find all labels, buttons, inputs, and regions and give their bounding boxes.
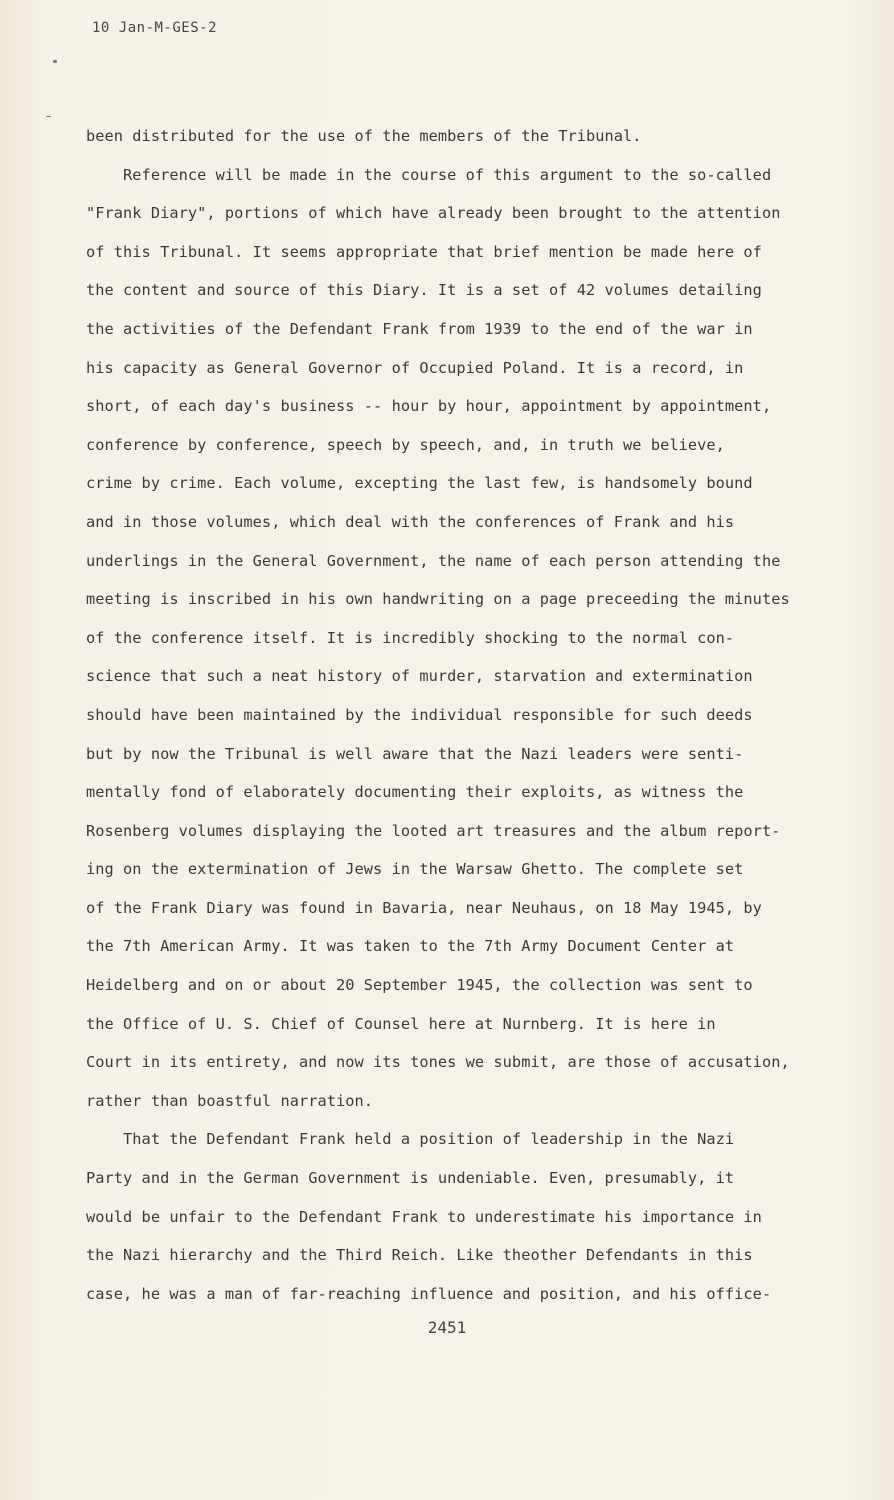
- text-line: That the Defendant Frank held a position of leadership in the Nazi: [86, 1130, 735, 1149]
- page-header: 10 Jan-M-GES-2: [92, 20, 218, 36]
- text-line: the content and source of this Diary. It is a set of 42 volumes detailing: [86, 281, 762, 300]
- text-line: Court in its entirety, and now its tones we submit, are those of accusation,: [86, 1053, 790, 1072]
- text-line: "Frank Diary", portions of which have already been brought to the attention: [86, 204, 781, 223]
- text-line: crime by crime. Each volume, excepting the last few, is handsomely bound: [86, 474, 753, 493]
- text-line: case, he was a man of far-reaching influence and position, and his office-: [86, 1284, 772, 1303]
- text-line: the Nazi hierarchy and the Third Reich. Like theother Defendants in this: [86, 1246, 753, 1265]
- text-line: and in those volumes, which deal with the conferences of Frank and his: [86, 512, 735, 531]
- text-line: Heidelberg and on or about 20 September 1945, the collection was sent to: [86, 976, 753, 995]
- text-line: his capacity as General Governor of Occupied Poland. It is a record, in: [86, 358, 744, 377]
- text-line: would be unfair to the Defendant Frank to underestimate his importance in: [86, 1207, 762, 1226]
- text-line: underlings in the General Government, the name of each person attending the: [86, 551, 781, 570]
- margin-mark: [53, 60, 57, 63]
- text-line: mentally fond of elaborately documenting their exploits, as witness the: [86, 783, 744, 802]
- text-line: the activities of the Defendant Frank from 1939 to the end of the war in: [86, 319, 753, 338]
- text-line: should have been maintained by the individual responsible for such deeds: [86, 705, 753, 724]
- text-line: Rosenberg volumes displaying the looted art treasures and the album report-: [86, 821, 781, 840]
- page-number: 2451: [427, 1318, 467, 1337]
- text-line: rather than boastful narration.: [86, 1091, 374, 1110]
- text-line: short, of each day's business -- hour by hour, appointment by appointment,: [86, 397, 772, 416]
- text-line: of the conference itself. It is incredibly shocking to the normal con-: [86, 628, 735, 647]
- body-text: [86, 117, 826, 1313]
- text-line: conference by conference, speech by speech, and, in truth we believe,: [86, 435, 725, 454]
- margin-mark: [46, 116, 51, 117]
- text-line: the 7th American Army. It was taken to the 7th Army Document Center at: [86, 937, 735, 956]
- text-line: Party and in the German Government is undeniable. Even, presumably, it: [86, 1169, 735, 1188]
- text-line: been distributed for the use of the members of the Tribunal.: [86, 127, 642, 145]
- text-line: but by now the Tribunal is well aware that the Nazi leaders were senti-: [86, 744, 744, 763]
- text-line: the Office of U. S. Chief of Counsel here at Nurnberg. It is here in: [86, 1014, 716, 1033]
- text-line: of the Frank Diary was found in Bavaria, near Neuhaus, on 18 May 1945, by: [86, 898, 762, 917]
- text-line: ing on the extermination of Jews in the Warsaw Ghetto. The complete set: [86, 860, 744, 879]
- text-line: science that such a neat history of murder, starvation and extermination: [86, 667, 753, 686]
- text-line: meeting is inscribed in his own handwriting on a page preceeding the minutes: [86, 590, 790, 609]
- text-line: of this Tribunal. It seems appropriate that brief mention be made here of: [86, 242, 762, 261]
- text-line: Reference will be made in the course of this argument to the so-called: [86, 165, 772, 184]
